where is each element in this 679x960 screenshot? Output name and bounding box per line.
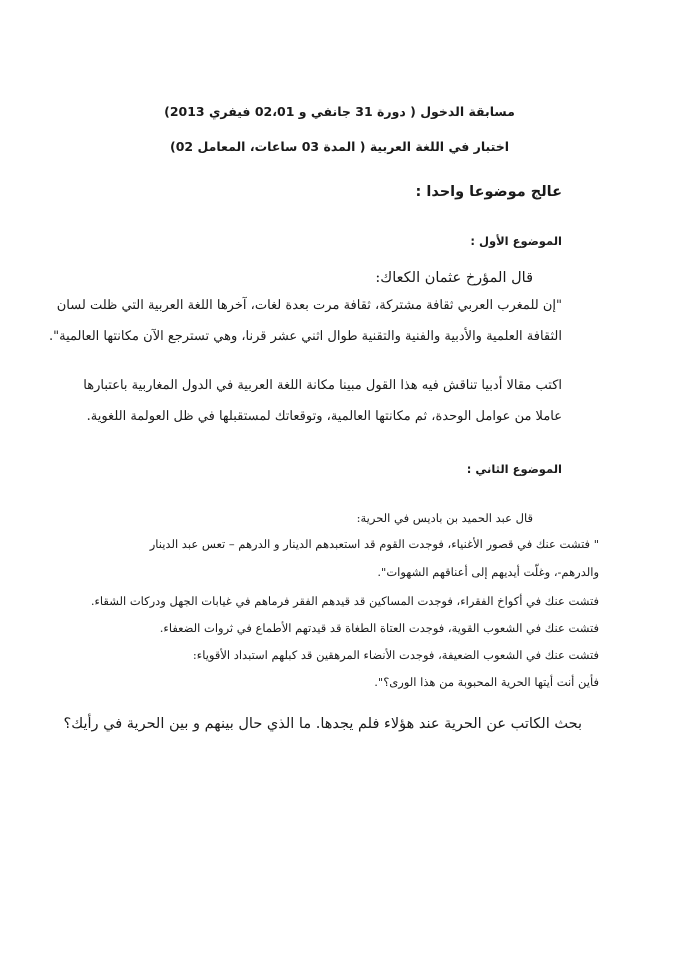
exam-header-subtitle: اختبار في اللغة العربية ( المدة 03 ساعات، المعامل 02): [169, 139, 510, 154]
topic1-intro: قال المؤرخ عثمان الكعاك:: [375, 270, 533, 286]
topic2-quote-line: فتشت عنك في الشعوب الضعيفة، فوجدت الأنضاء المرهقين قد كبلهم استبداد الأقوياء:: [192, 648, 599, 662]
topic1-quote-line1: "إن للمغرب العربي ثقافة مشتركة، ثقافة مرت بعدة لغات، آخرها اللغة العربية التي ظلت لسان: [56, 298, 562, 313]
topic1-task-line2: عاملا من عوامل الوحدة، ثم مكانتها العالمية، وتوقعاتك لمستقبلها في ظل العولمة اللغوية.: [86, 409, 562, 424]
topic2-intro: قال عبد الحميد بن باديس في الحرية:: [356, 511, 533, 525]
topic2-quote-line: فتشت عنك في أكواخ الفقراء، فوجدت المساكين قد قيدهم الفقر فرماهم في غيابات الجهل ودركات الشقاء.: [90, 594, 599, 608]
topic2-title: الموضوع الثاني :: [466, 462, 562, 476]
exam-header-title: مسابقة الدخول ( دورة 31 جانفي و 02،01 فيفري 2013): [164, 104, 515, 119]
topic1-task-line1: اكتب مقالا أدبيا تناقش فيه هذا القول مبينا مكانة اللغة العربية في الدول المغاربية باعتبارها: [83, 378, 562, 393]
topic2-quote-line: فتشت عنك في الشعوب القوية، فوجدت العتاة الطغاة قد قيدتهم الأطماع في ثروات الضعفاء.: [159, 621, 599, 635]
topic1-title: الموضوع الأول :: [470, 234, 562, 248]
topic2-question: بحث الكاتب عن الحرية عند هؤلاء فلم يجدها. ما الذي حال بينهم و بين الحرية في رأيك؟: [63, 716, 582, 732]
instruction-heading: عالج موضوعا واحدا :: [415, 184, 562, 200]
topic2-quote-line: والدرهم-، وغلّت أيديهم إلى أعناقهم الشهوات".: [377, 565, 599, 579]
topic1-quote-line2: الثقافة العلمية والأدبية والفنية والتقنية طوال اثني عشر قرنا، وهي تسترجع الآن مكانتها العالمية".: [49, 329, 562, 344]
topic2-quote-line: فأين أنت أيتها الحرية المحبوبة من هذا الورى؟".: [374, 675, 599, 689]
topic2-quote-line: " فتشت عنك في قصور الأغنياء، فوجدت القوم قد استعبدهم الدينار و الدرهم – تعس عبد الدينار: [149, 537, 599, 551]
